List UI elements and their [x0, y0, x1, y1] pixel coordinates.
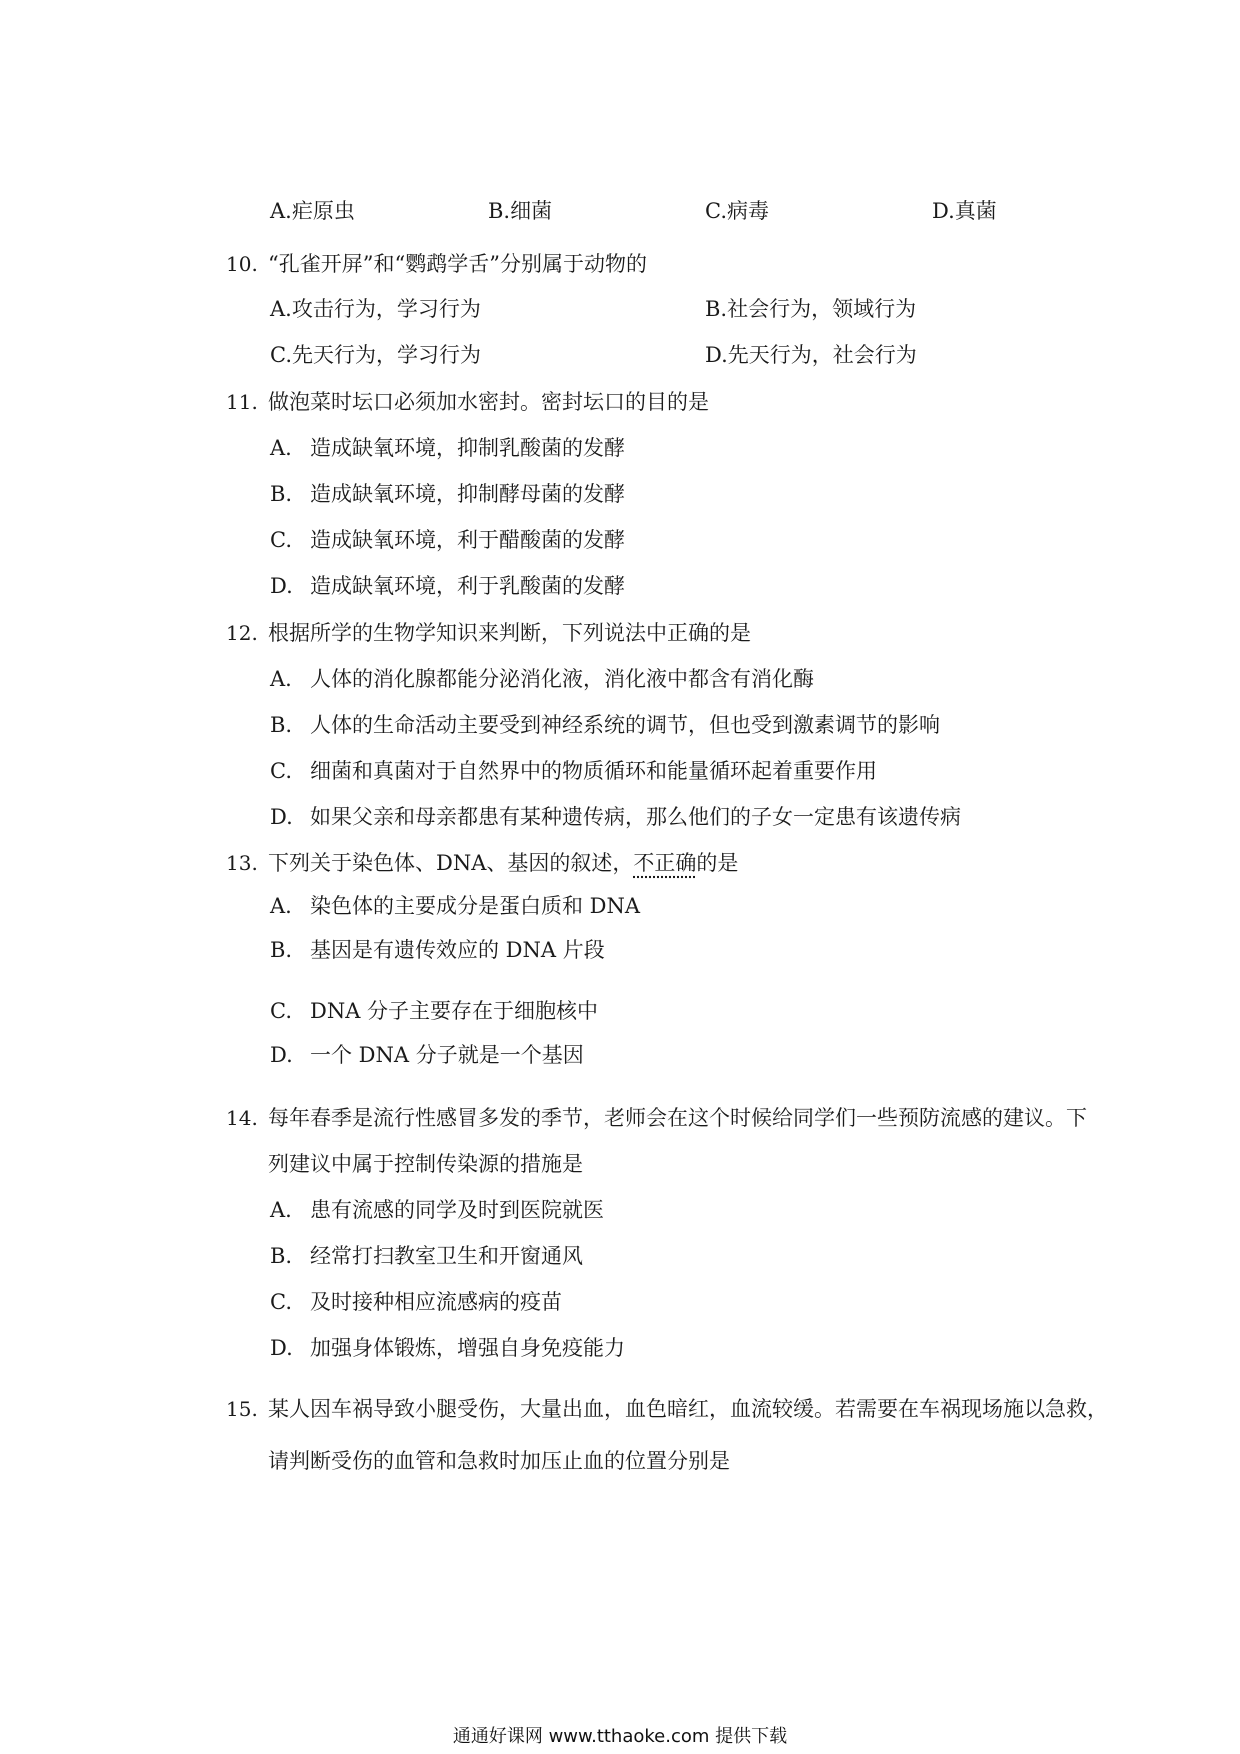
footer-source: 通通好课网 www.tthaoke.com 提供下载: [452, 1726, 788, 1747]
q12-text: 根据所学的生物学知识来判断，下列说法中正确的是: [268, 621, 751, 645]
option-text: 染色体的主要成分是蛋白质和 DNA: [310, 894, 641, 918]
option-text: 造成缺氧环境，利于醋酸菌的发酵: [310, 528, 625, 552]
q14-option-d: [270, 1334, 625, 1362]
option-label: A.: [270, 667, 292, 691]
option-text: 患有流感的同学及时到医院就医: [310, 1198, 604, 1222]
q13-option-b: [270, 936, 605, 964]
q13-text-after: 的是: [696, 851, 739, 875]
option-text: 人体的生命活动主要受到神经系统的调节，但也受到激素调节的影响: [310, 713, 940, 737]
q10-option-b: B.社会行为，领域行为: [705, 297, 917, 321]
q9-option-d: D.真菌: [932, 199, 997, 223]
q12-option-d: [270, 803, 961, 831]
option-text: 基因是有遗传效应的 DNA 片段: [310, 938, 605, 962]
q14-option-c: [270, 1288, 562, 1316]
option-text: 如果父亲和母亲都患有某种遗传病，那么他们的子女一定患有该遗传病: [310, 805, 961, 829]
option-label: B.: [270, 1244, 293, 1268]
q12-option-c: [270, 757, 877, 785]
option-text: 加强身体锻炼，增强自身免疫能力: [310, 1336, 625, 1360]
q15-text-line1: 某人因车祸导致小腿受伤，大量出血，血色暗红，血流较缓。若需要在车祸现场施以急救，: [268, 1397, 1108, 1421]
q15-text-line2: 请判断受伤的血管和急救时加压止血的位置分别是: [268, 1449, 730, 1473]
q11-option-c: [270, 526, 625, 554]
option-label: B.: [270, 713, 293, 737]
q9-option-c: C.病毒: [705, 199, 769, 223]
q14-option-a: [270, 1196, 604, 1224]
q13-text-before: 下列关于染色体、DNA、基因的叙述，: [268, 851, 634, 875]
option-label: C.: [270, 759, 292, 783]
option-text: 造成缺氧环境，抑制酵母菌的发酵: [310, 482, 625, 506]
q9-option-b: B.细菌: [488, 199, 553, 223]
option-label: D.: [270, 1336, 293, 1360]
q13-option-c: [270, 997, 598, 1025]
q11-text: 做泡菜时坛口必须加水密封。密封坛口的目的是: [268, 390, 709, 414]
option-text: 人体的消化腺都能分泌消化液，消化液中都含有消化酶: [310, 667, 814, 691]
option-label: A.: [270, 436, 292, 460]
q13-text: [268, 849, 738, 877]
option-label: C.: [270, 1290, 292, 1314]
option-label: B.: [270, 938, 293, 962]
q10-option-d: D.先天行为，社会行为: [705, 343, 917, 367]
option-text: 经常打扫教室卫生和开窗通风: [310, 1244, 583, 1268]
option-text: 一个 DNA 分子就是一个基因: [310, 1043, 584, 1067]
option-text: 及时接种相应流感病的疫苗: [310, 1290, 562, 1314]
option-label: C.: [270, 999, 292, 1023]
q13-option-a: [270, 892, 640, 920]
q15-number: 15.: [226, 1397, 258, 1421]
q10-option-c: C.先天行为，学习行为: [270, 343, 481, 367]
q14-text-line1: 每年春季是流行性感冒多发的季节，老师会在这个时候给同学们一些预防流感的建议。下: [268, 1106, 1087, 1130]
q11-option-b: [270, 480, 625, 508]
q11-option-d: [270, 572, 625, 600]
q10-number: 10.: [226, 252, 258, 276]
option-text: 细菌和真菌对于自然界中的物质循环和能量循环起着重要作用: [310, 759, 877, 783]
q10-option-a: A.攻击行为，学习行为: [270, 297, 481, 321]
q12-option-a: [270, 665, 814, 693]
q10-text: “孔雀开屏”和“鹦鹉学舌”分别属于动物的: [268, 252, 647, 276]
option-label: A.: [270, 1198, 292, 1222]
q13-number: 13.: [226, 851, 258, 875]
q13-option-d: [270, 1041, 584, 1069]
option-label: B.: [270, 482, 293, 506]
option-label: D.: [270, 1043, 293, 1067]
q12-option-b: [270, 711, 940, 739]
q11-number: 11.: [226, 390, 258, 414]
q14-option-b: [270, 1242, 583, 1270]
option-text: DNA 分子主要存在于细胞核中: [310, 999, 599, 1023]
q14-text-line2: 列建议中属于控制传染源的措施是: [268, 1152, 583, 1176]
option-label: D.: [270, 805, 293, 829]
q12-number: 12.: [226, 621, 258, 645]
option-text: 造成缺氧环境，利于乳酸菌的发酵: [310, 574, 625, 598]
q14-number: 14.: [226, 1106, 258, 1130]
option-label: A.: [270, 894, 292, 918]
q11-option-a: [270, 434, 625, 462]
option-label: C.: [270, 528, 292, 552]
option-text: 造成缺氧环境，抑制乳酸菌的发酵: [310, 436, 625, 460]
q13-emphasis: 不正确: [633, 851, 697, 875]
option-label: D.: [270, 574, 293, 598]
q9-option-a: A.疟原虫: [270, 199, 355, 223]
